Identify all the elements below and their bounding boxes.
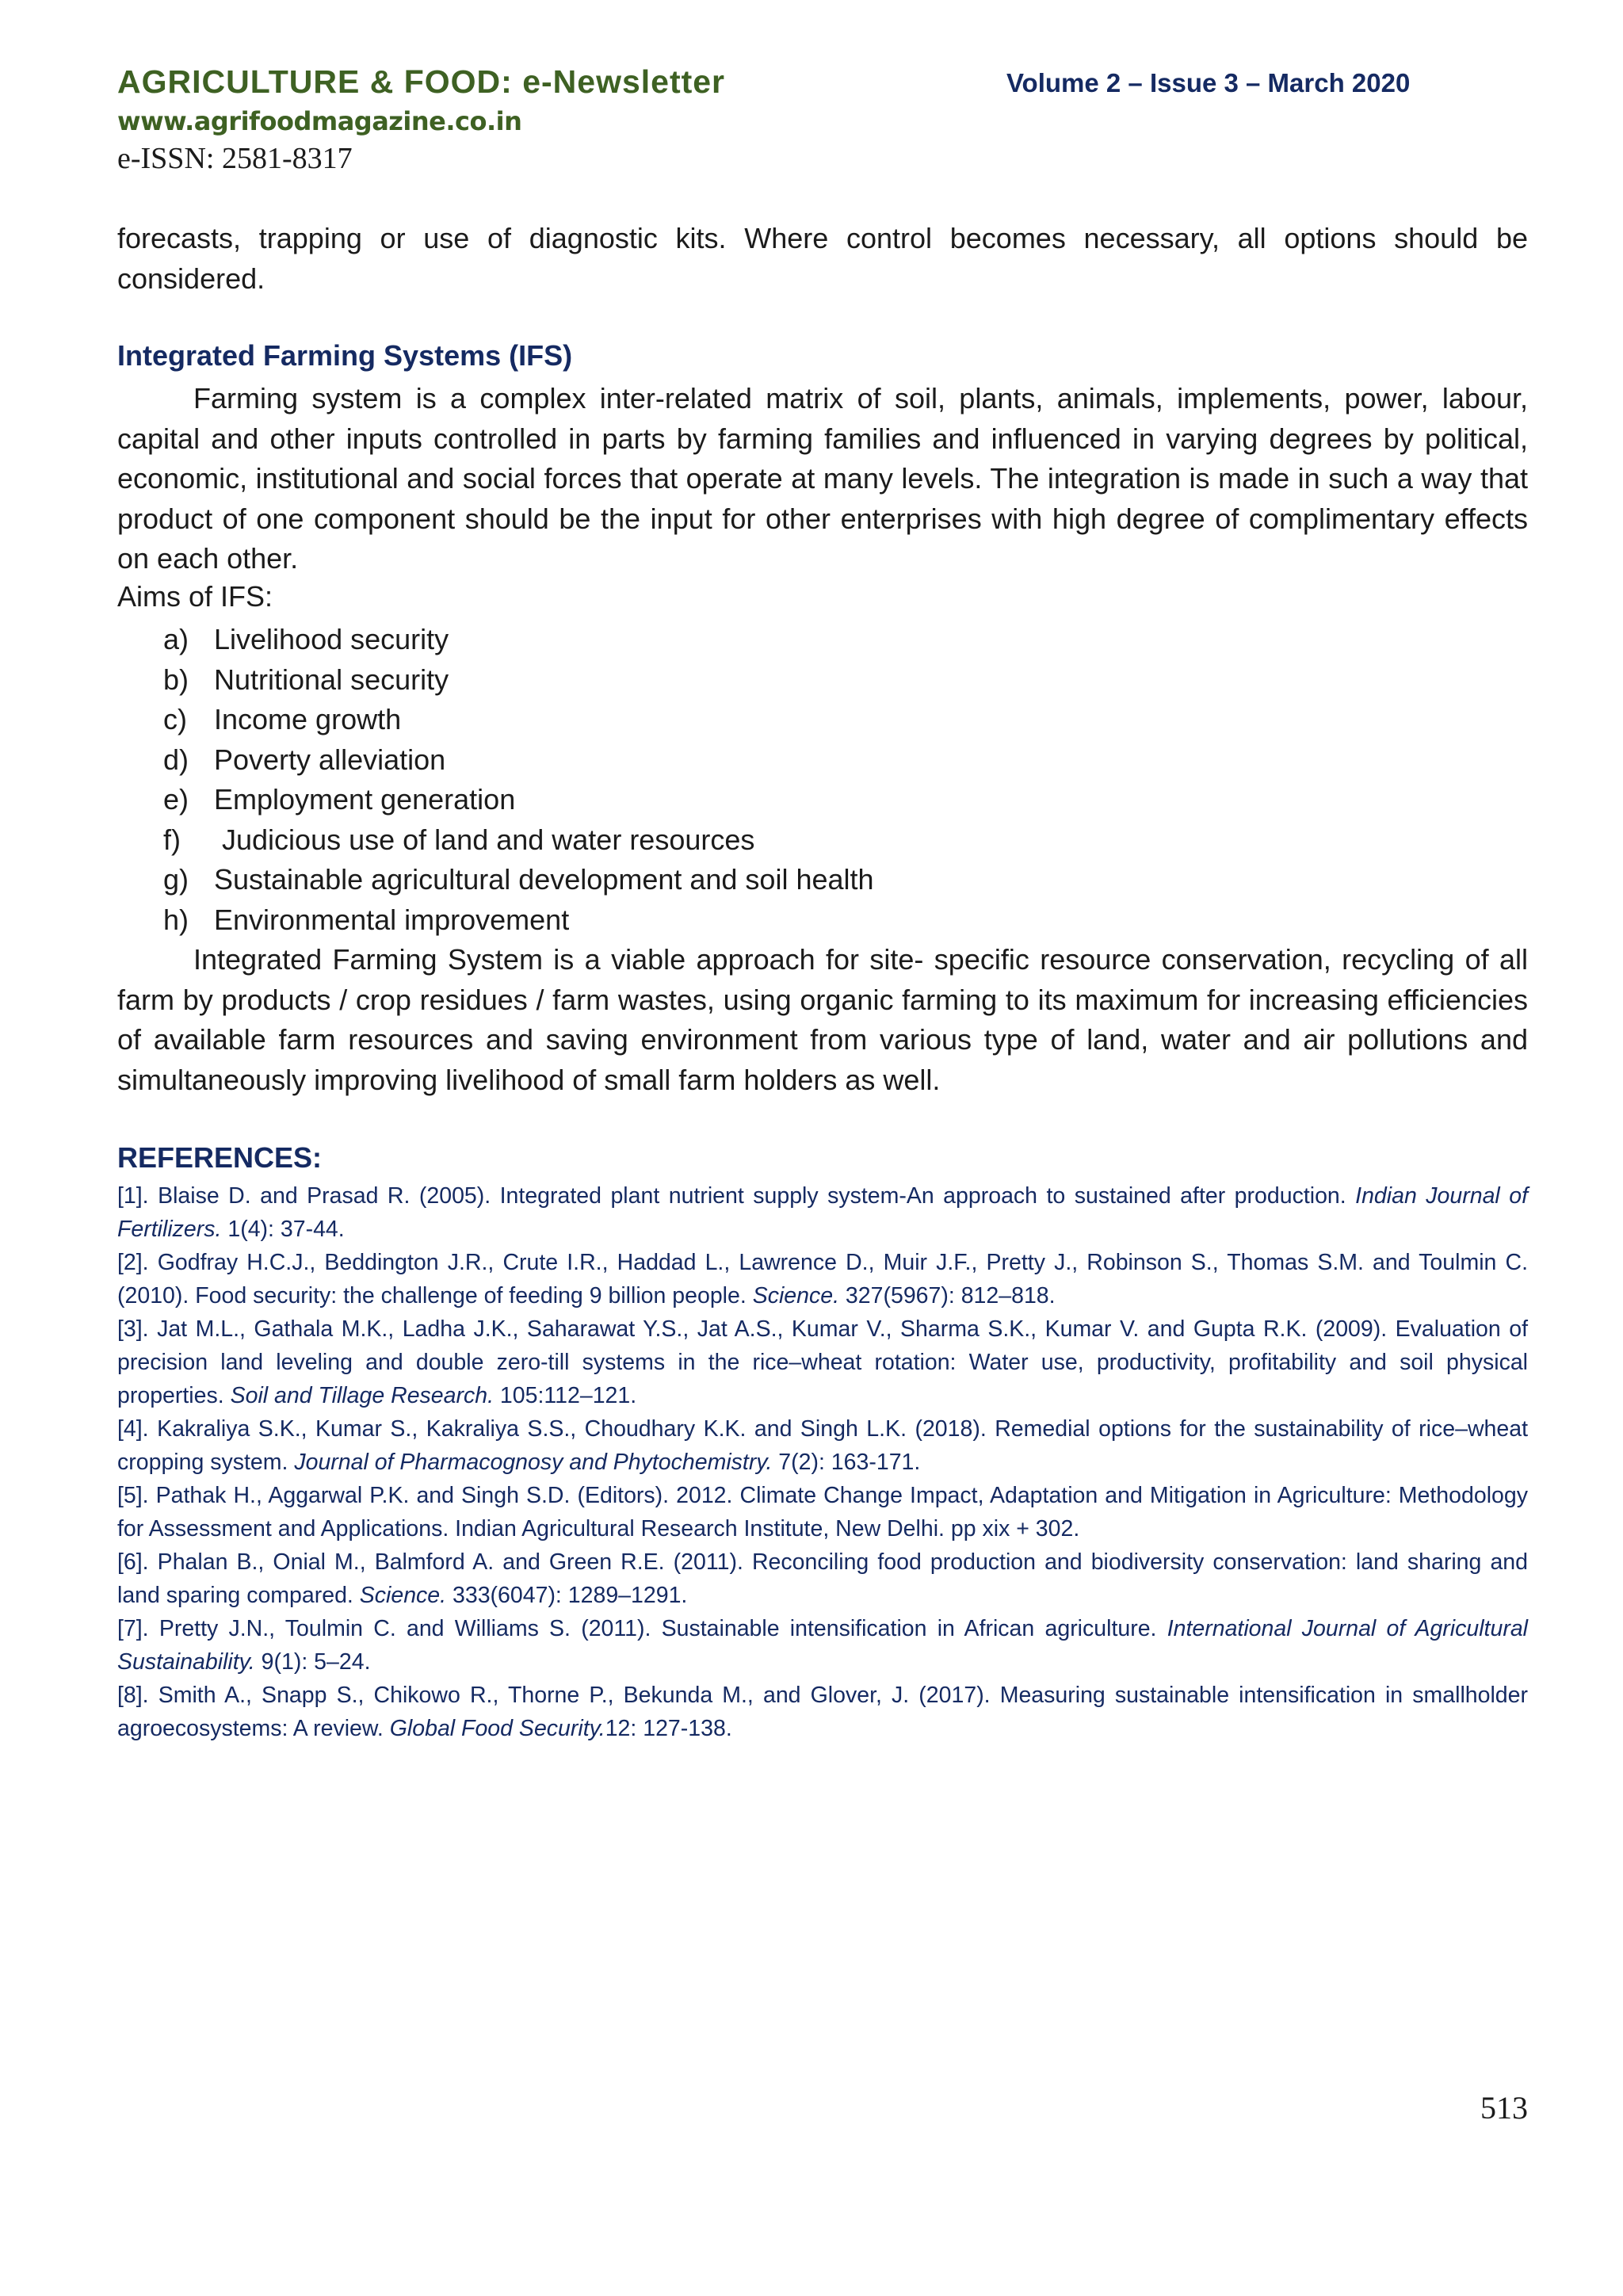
newsletter-title: AGRICULTURE & FOOD: e-Newsletter <box>117 63 726 100</box>
reference-item: [6]. Phalan B., Onial M., Balmford A. and Green R.E. (2011). Reconciling food production and biodiversity conservation: land sharing and land sparing compared. Science. 333(6047): 1289–1291. <box>117 1549 1528 1608</box>
journal-name: Indian Journal of Fertilizers. <box>117 1183 1528 1242</box>
journal-name: Soil and Tillage Research. <box>230 1383 495 1408</box>
list-item <box>163 660 874 701</box>
ifs-paragraph: Farming system is a complex inter-related matrix of soil, plants, animals, implements, power, labour, capital and other inputs controlled in parts by farming families and influenced in varying degrees by political, economic, institutional and social forces that operate at many levels. The integration is made in such a way that product of one component should be the input for other enterprises with high degree of complimentary effects on each other. <box>117 382 1528 575</box>
journal-name: Global Food Security. <box>389 1716 605 1741</box>
list-item <box>163 780 874 820</box>
reference-item: [7]. Pretty J.N., Toulmin C. and Williams S. (2011). Sustainable intensification in African agriculture. International Journal of Agricultural Sustainability. 9(1): 5–24. <box>117 1616 1528 1675</box>
reference-item: [8]. Smith A., Snapp S., Chikowo R., Thorne P., Bekunda M., and Glover, J. (2017). Measuring sustainable intensification in smallholder agroecosystems: A review. Global Food Security.12: 127-138. <box>117 1683 1528 1741</box>
list-marker: a) <box>163 623 189 655</box>
references-list <box>117 1179 1528 1745</box>
section-heading-ifs: Integrated Farming Systems (IFS) <box>117 339 573 372</box>
list-marker: f) <box>163 823 181 856</box>
list-item-text: Employment generation <box>214 783 516 816</box>
journal-name: Science. <box>752 1283 840 1308</box>
list-item <box>163 740 874 781</box>
volume-issue-label: Volume 2 – Issue 3 – March 2020 <box>1006 68 1411 97</box>
list-marker: d) <box>163 743 189 776</box>
journal-name: International Journal of Agricultural Sustainability. <box>117 1616 1528 1675</box>
references-heading: REFERENCES: <box>117 1141 323 1174</box>
list-item-text: Sustainable agricultural development and soil health <box>214 863 874 896</box>
website-link[interactable]: www.agrifoodmagazine.co.in <box>117 106 522 136</box>
list-marker: g) <box>163 863 189 896</box>
reference-item: [5]. Pathak H., Aggarwal P.K. and Singh S.D. (Editors). 2012. Climate Change Impact, Adaptation and Mitigation in Agriculture: Methodology for Assessment and Applications. Indian Agricultural Research Institute, New Delhi. pp xix + 302. <box>117 1483 1528 1541</box>
journal-name: Journal of Pharmacognosy and Phytochemistry. <box>294 1450 773 1475</box>
list-marker: c) <box>163 703 187 735</box>
list-item-text: Nutritional security <box>214 663 449 696</box>
page-number: 513 <box>1480 2090 1528 2126</box>
list-marker: h) <box>163 903 189 936</box>
list-item <box>163 620 874 660</box>
aims-label: Aims of IFS: <box>117 580 273 613</box>
reference-item: [3]. Jat M.L., Gathala M.K., Ladha J.K., Saharawat Y.S., Jat A.S., Kumar V., Sharma S.K., Kumar V. and Gupta R.K. (2009). Evaluation of precision land leveling and double zero-till systems in the rice–wheat rotation: Water use, productivity, profitability and soil physical properties. Soil and Tillage Research. 105:112–121. <box>117 1316 1528 1408</box>
list-item-text: Income growth <box>214 703 402 735</box>
journal-name: Science. <box>359 1583 447 1608</box>
reference-item: [4]. Kakraliya S.K., Kumar S., Kakraliya S.S., Choudhary K.K. and Singh L.K. (2018). Remedial options for the sustainability of rice–wheat cropping system. Journal of Pharmacognosy and Phytochemistry. 7(2): 163-171. <box>117 1416 1528 1475</box>
issn-label: e-ISSN: 2581-8317 <box>117 142 353 175</box>
reference-item: [1]. Blaise D. and Prasad R. (2005). Integrated plant nutrient supply system-An approach to sustained after production. Indian Journal of Fertilizers. 1(4): 37-44. <box>117 1183 1528 1242</box>
list-item-text: Poverty alleviation <box>214 743 446 776</box>
list-item <box>163 860 874 900</box>
list-item-text: Environmental improvement <box>214 903 570 936</box>
list-marker: e) <box>163 783 189 816</box>
list-marker: b) <box>163 663 189 696</box>
list-item <box>163 900 874 941</box>
aims-list <box>163 620 874 940</box>
intro-paragraph: forecasts, trapping or use of diagnostic kits. Where control becomes necessary, all options should be considered. <box>117 222 1528 295</box>
list-item <box>163 700 874 740</box>
reference-item: [2]. Godfray H.C.J., Beddington J.R., Crute I.R., Haddad L., Lawrence D., Muir J.F., Pretty J., Robinson S., Thomas S.M. and Toulmin C. (2010). Food security: the challenge of feeding 9 billion people. Science. 327(5967): 812–818. <box>117 1250 1528 1308</box>
list-item <box>163 820 874 861</box>
list-item-text: Judicious use of land and water resources <box>214 823 755 856</box>
list-item-text: Livelihood security <box>214 623 449 655</box>
closing-paragraph: Integrated Farming System is a viable approach for site- specific resource conservation, recycling of all farm by products / crop residues / farm wastes, using organic farming to its maximum for increasing efficiencies of available farm resources and saving environment from various type of land, water and air pollutions and simultaneously improving livelihood of small farm holders as well. <box>117 943 1528 1096</box>
